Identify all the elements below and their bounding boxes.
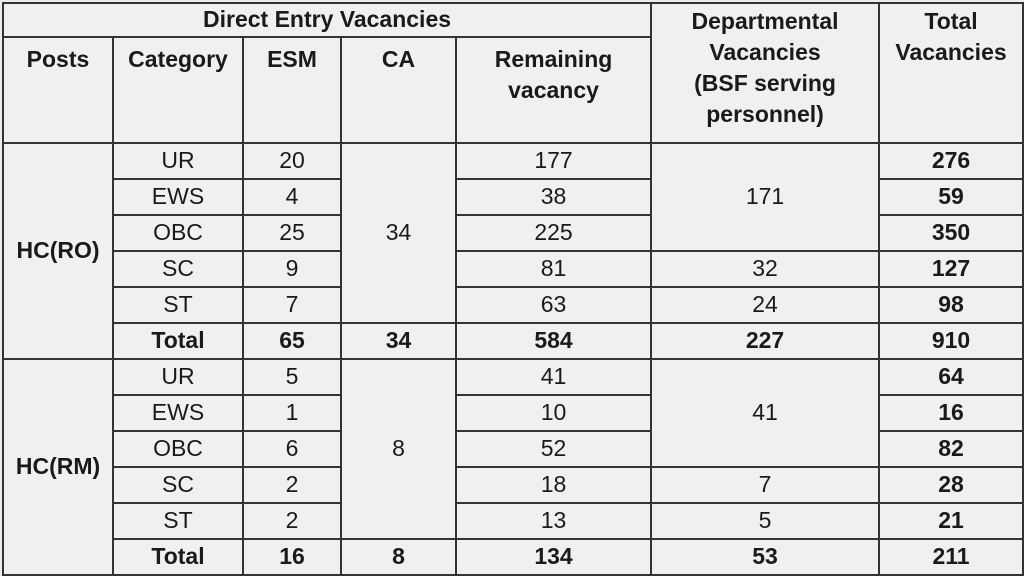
total-vacancies-cell: 59 — [879, 179, 1023, 215]
total-vacancies-cell: 64 — [879, 359, 1023, 395]
departmental-cell: 7 — [651, 467, 879, 503]
esm-cell: 4 — [243, 179, 341, 215]
remaining-cell: 18 — [456, 467, 651, 503]
departmental-cell: 24 — [651, 287, 879, 323]
remaining-cell: 584 — [456, 323, 651, 359]
remaining-vacancy-header: Remaining vacancy — [456, 37, 651, 143]
posts-header: Posts — [3, 37, 113, 143]
total-vacancies-cell: 276 — [879, 143, 1023, 179]
remaining-cell: 225 — [456, 215, 651, 251]
category-cell: ST — [113, 287, 243, 323]
total-vacancies-cell: 98 — [879, 287, 1023, 323]
table-row — [3, 467, 1023, 503]
remaining-cell: 52 — [456, 431, 651, 467]
esm-cell: 25 — [243, 215, 341, 251]
category-cell: EWS — [113, 395, 243, 431]
category-header: Category — [113, 37, 243, 143]
total-vacancies-cell: 127 — [879, 251, 1023, 287]
ca-cell: 8 — [341, 359, 456, 539]
total-vacancies-cell: 16 — [879, 395, 1023, 431]
category-cell: Total — [113, 323, 243, 359]
remaining-cell: 177 — [456, 143, 651, 179]
category-cell: EWS — [113, 179, 243, 215]
esm-header: ESM — [243, 37, 341, 143]
total-vacancies-cell: 211 — [879, 539, 1023, 575]
remaining-cell: 134 — [456, 539, 651, 575]
ca-cell: 8 — [341, 539, 456, 575]
esm-cell: 2 — [243, 467, 341, 503]
category-cell: ST — [113, 503, 243, 539]
departmental-header: Departmental Vacancies (BSF serving personnel) — [651, 3, 879, 143]
esm-cell: 5 — [243, 359, 341, 395]
remaining-cell: 41 — [456, 359, 651, 395]
total-row — [3, 323, 1023, 359]
total-vacancies-cell: 21 — [879, 503, 1023, 539]
total-vacancies-cell: 82 — [879, 431, 1023, 467]
ca-cell: 34 — [341, 143, 456, 323]
category-cell: UR — [113, 359, 243, 395]
remaining-cell: 13 — [456, 503, 651, 539]
esm-cell: 20 — [243, 143, 341, 179]
departmental-cell: 41 — [651, 359, 879, 467]
remaining-cell: 63 — [456, 287, 651, 323]
esm-cell: 1 — [243, 395, 341, 431]
departmental-cell: 32 — [651, 251, 879, 287]
departmental-cell: 53 — [651, 539, 879, 575]
esm-cell: 9 — [243, 251, 341, 287]
table-row — [3, 251, 1023, 287]
table-row — [3, 287, 1023, 323]
total-vacancies-cell: 350 — [879, 215, 1023, 251]
esm-cell: 16 — [243, 539, 341, 575]
category-cell: OBC — [113, 215, 243, 251]
category-cell: SC — [113, 467, 243, 503]
category-cell: Total — [113, 539, 243, 575]
departmental-cell: 227 — [651, 323, 879, 359]
post-cell: HC(RO) — [3, 143, 113, 359]
esm-cell: 7 — [243, 287, 341, 323]
remaining-cell: 10 — [456, 395, 651, 431]
total-vacancies-cell: 28 — [879, 467, 1023, 503]
category-cell: SC — [113, 251, 243, 287]
esm-cell: 2 — [243, 503, 341, 539]
remaining-cell: 81 — [456, 251, 651, 287]
category-cell: OBC — [113, 431, 243, 467]
departmental-cell: 171 — [651, 143, 879, 251]
esm-cell: 6 — [243, 431, 341, 467]
ca-cell: 34 — [341, 323, 456, 359]
vacancy-table — [2, 2, 1024, 576]
table-row — [3, 359, 1023, 395]
total-vacancies-header: Total Vacancies — [879, 3, 1023, 143]
esm-cell: 65 — [243, 323, 341, 359]
category-cell: UR — [113, 143, 243, 179]
remaining-cell: 38 — [456, 179, 651, 215]
ca-header: CA — [341, 37, 456, 143]
departmental-cell: 5 — [651, 503, 879, 539]
post-cell: HC(RM) — [3, 359, 113, 575]
direct-entry-header: Direct Entry Vacancies — [3, 3, 651, 37]
table-row — [3, 143, 1023, 179]
total-row — [3, 539, 1023, 575]
total-vacancies-cell: 910 — [879, 323, 1023, 359]
table-row — [3, 503, 1023, 539]
